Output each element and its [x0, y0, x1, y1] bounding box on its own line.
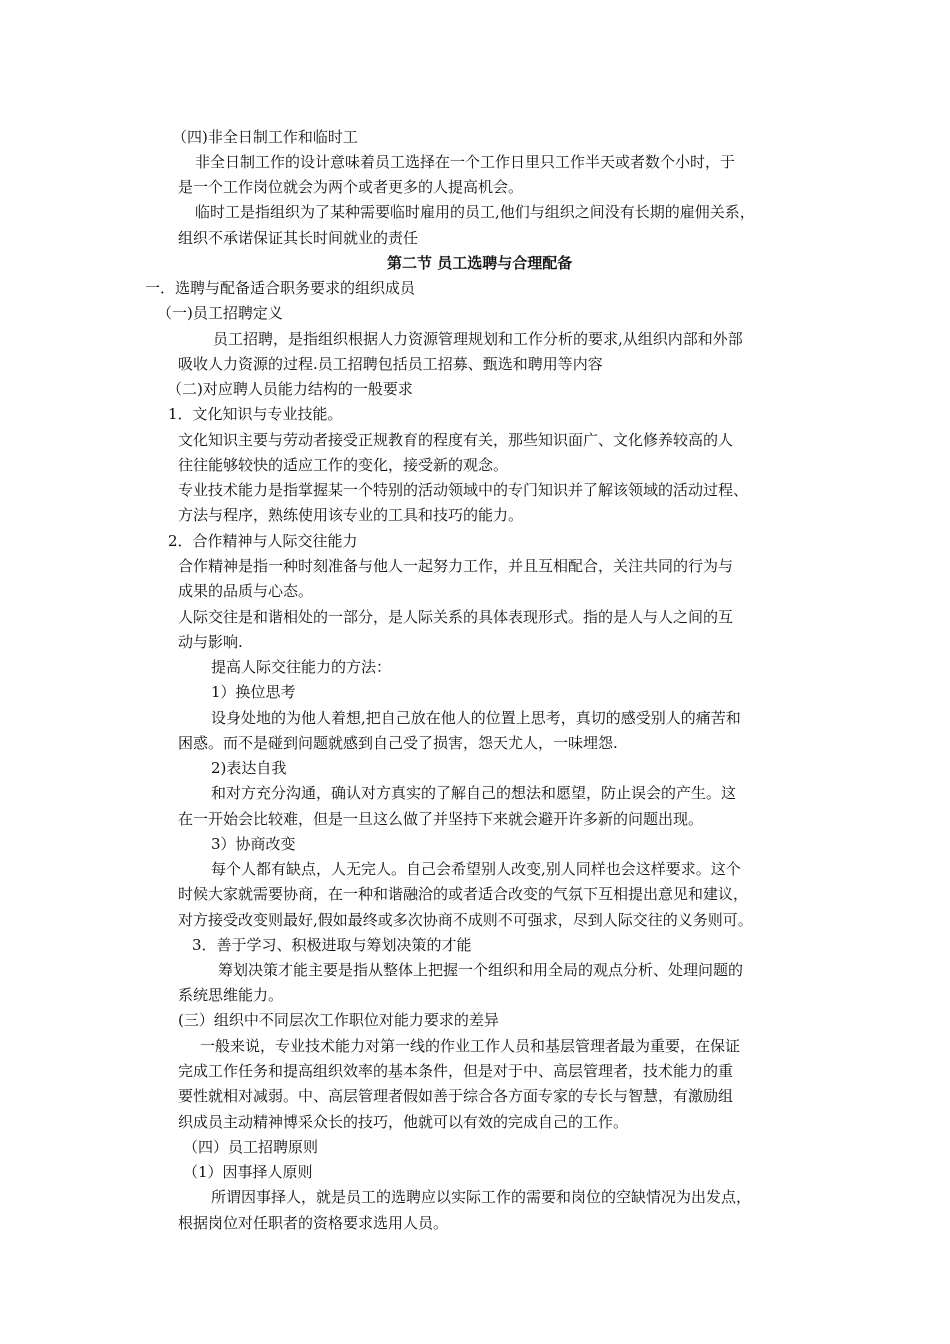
text-line: 所谓因事择人，就是员工的选聘应以实际工作的需要和岗位的空缺情况为出发点，: [211, 1188, 752, 1206]
text-line: 成果的品质与心态。: [178, 582, 314, 600]
text-line: 合作精神是指一种时刻准备与他人一起努力工作，并且互相配合，关注共同的行为与: [178, 557, 734, 575]
text-line: （二)对应聘人员能力结构的一般要求: [167, 380, 413, 398]
text-line: （四)非全日制工作和临时工: [172, 128, 358, 146]
text-line: 根据岗位对任职者的资格要求选用人员。: [178, 1214, 449, 1232]
text-line: 往往能够较快的适应工作的变化，接受新的观念。: [178, 456, 509, 474]
text-line: 方法与程序，熟练使用该专业的工具和技巧的能力。: [178, 506, 524, 524]
section-title: 第二节 员工选聘与合理配备: [387, 254, 573, 272]
text-line: 时候大家就需要协商，在一种和谐融洽的或者适合改变的气氛下互相提出意见和建议，: [178, 885, 749, 903]
text-line: 1．文化知识与专业技能。: [168, 405, 343, 423]
text-line: 临时工是指组织为了某种需要临时雇用的员工,他们与组织之间没有长期的雇佣关系，: [195, 203, 755, 221]
text-line: 筹划决策才能主要是指从整体上把握一个组织和用全局的观点分析、处理问题的: [218, 961, 744, 979]
text-line: （一)员工招聘定义: [157, 304, 283, 322]
text-line: 是一个工作岗位就会为两个或者更多的人提高机会。: [178, 178, 524, 196]
text-line: 3）协商改变: [211, 835, 296, 853]
text-line: 1）换位思考: [211, 683, 296, 701]
text-line: 专业技术能力是指掌握某一个特别的活动领域中的专门知识并了解该领域的活动过程、: [178, 481, 749, 499]
text-line: 完成工作任务和提高组织效率的基本条件，但是对于中、高层管理者，技术能力的重: [178, 1062, 734, 1080]
text-line: 一．选聘与配备适合职务要求的组织成员: [145, 279, 416, 297]
text-line: （四）员工招聘原则: [183, 1138, 319, 1156]
text-line: 提高人际交往能力的方法：: [211, 658, 392, 676]
text-line: 2．合作精神与人际交往能力: [168, 532, 358, 550]
text-line: 系统思维能力。: [178, 986, 284, 1004]
text-line: 员工招聘，是指组织根据人力资源管理规划和工作分析的要求,从组织内部和外部: [213, 330, 743, 348]
text-line: 一般来说，专业技术能力对第一线的作业工作人员和基层管理者最为重要，在保证: [200, 1037, 741, 1055]
text-line: 困惑。而不是碰到问题就感到自己受了损害，怨天尤人，一味埋怨.: [178, 734, 618, 752]
text-line: 组织不承诺保证其长时间就业的责任: [178, 229, 419, 247]
text-line: 非全日制工作的设计意味着员工选择在一个工作日里只工作半天或者数个小时，于: [195, 153, 736, 171]
text-line: 人际交往是和谐相处的一部分，是人际关系的具体表现形式。指的是人与人之间的互: [178, 608, 734, 626]
text-line: 动与影响.: [178, 633, 243, 651]
text-line: 3．善于学习、积极进取与筹划决策的才能: [192, 936, 472, 954]
text-line: 文化知识主要与劳动者接受正规教育的程度有关，那些知识面广、文化修养较高的人: [178, 431, 734, 449]
text-line: 织成员主动精神博采众长的技巧，他就可以有效的完成自己的工作。: [178, 1113, 629, 1131]
text-line: 要性就相对减弱。中、高层管理者假如善于综合各方面专家的专长与智慧，有激励组: [178, 1087, 734, 1105]
text-line: 和对方充分沟通，确认对方真实的了解自己的想法和愿望，防止误会的产生。这: [211, 784, 737, 802]
text-line: 吸收人力资源的过程.员工招聘包括员工招募、甄选和聘用等内容: [178, 355, 603, 373]
text-line: 在一开始会比较难，但是一旦这么做了并坚持下来就会避开许多新的问题出现。: [178, 810, 704, 828]
text-line: 2)表达自我: [211, 759, 287, 777]
text-line: 对方接受改变则最好,假如最终或多次协商不成则不可强求，尽到人际交往的义务则可。: [178, 911, 753, 929]
text-line: 每个人都有缺点，人无完人。自己会希望别人改变,别人同样也会这样要求。这个: [211, 860, 741, 878]
text-line: 设身处地的为他人着想,把自己放在他人的位置上思考，真切的感受别人的痛苦和: [211, 709, 741, 727]
text-line: （1）因事择人原则: [183, 1163, 313, 1181]
text-line: (三）组织中不同层次工作职位对能力要求的差异: [178, 1011, 499, 1029]
